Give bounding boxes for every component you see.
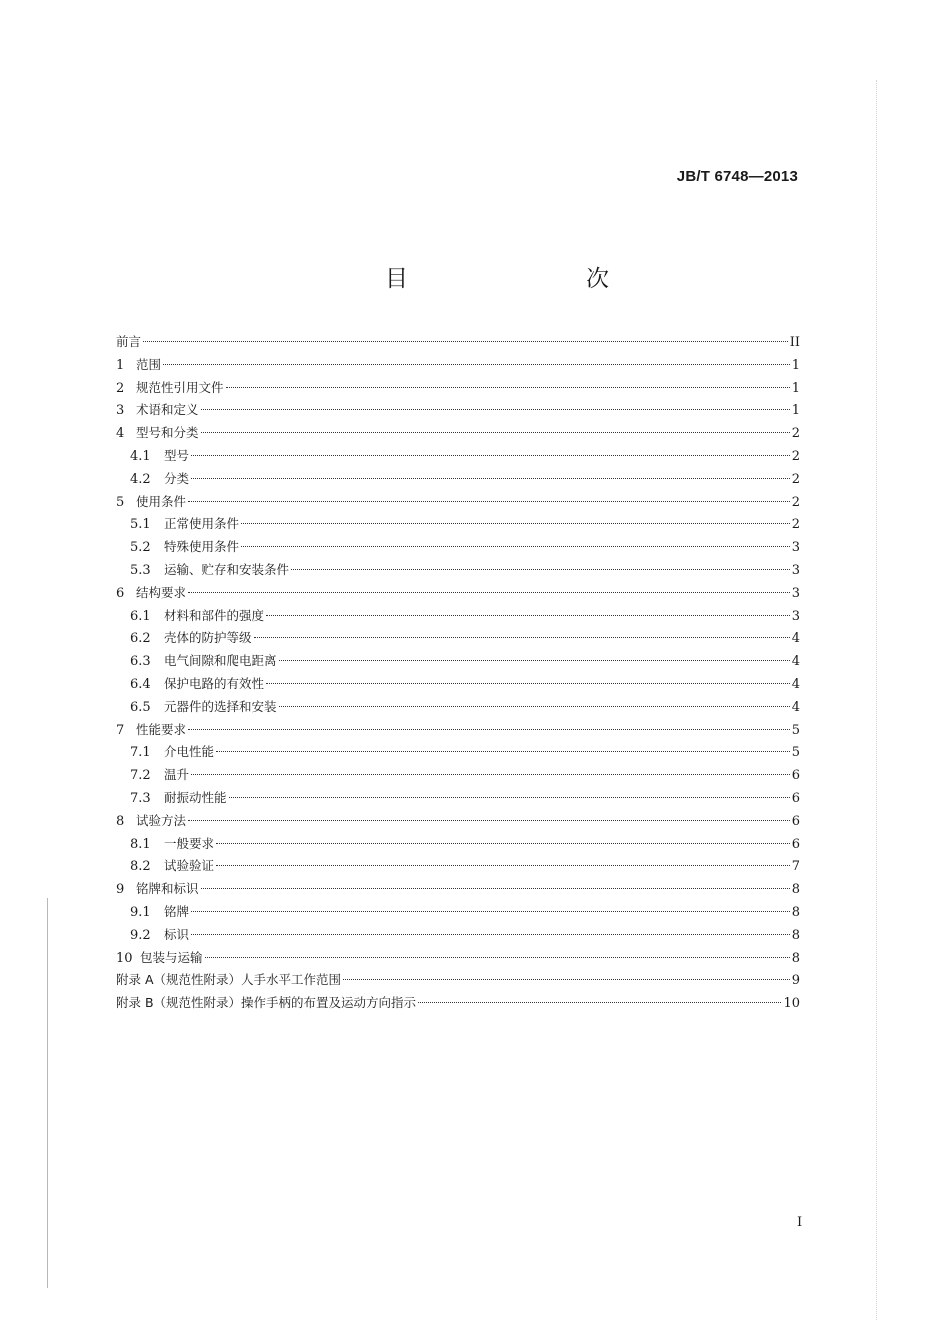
dot-leader [216, 864, 790, 866]
toc-entry-page: 8 [791, 904, 800, 920]
toc-entry-label: 温升 [164, 767, 190, 783]
toc-entry-label: 一般要求 [164, 835, 215, 851]
toc-entry-page: 6 [791, 836, 800, 852]
toc-entry-label: 铭牌和标识 [136, 881, 199, 897]
toc-entry-number: 4.1 [130, 448, 151, 464]
scan-edge-line [47, 898, 48, 1288]
toc-entry-label: 标识 [164, 926, 190, 942]
dot-leader [191, 477, 790, 479]
toc-entry-label: 铭牌 [164, 903, 190, 919]
toc-entry-number: 7.1 [130, 745, 151, 761]
toc-entry[interactable] [116, 582, 800, 605]
toc-entry-label: 耐振动性能 [164, 789, 227, 805]
dot-leader [188, 500, 790, 502]
toc-entry[interactable] [116, 901, 800, 924]
toc-entry-number: 5.2 [130, 540, 151, 556]
toc-entry-label: 型号和分类 [136, 425, 199, 441]
toc-entry-number: 6.3 [130, 654, 151, 670]
dot-leader [418, 1001, 781, 1003]
toc-entry-number: 8 [116, 813, 125, 829]
dot-leader [201, 408, 790, 410]
toc-entry[interactable] [116, 810, 800, 833]
toc-entry-label: 使用条件 [136, 493, 187, 509]
toc-entry[interactable] [116, 331, 800, 354]
dot-leader [266, 614, 790, 616]
dot-leader [241, 522, 790, 524]
toc-entry[interactable] [116, 422, 800, 445]
toc-entry-number: 6 [116, 585, 125, 601]
toc-entry-label: 元器件的选择和安装 [164, 698, 277, 714]
toc-entry-page: 4 [791, 654, 800, 670]
toc-entry-number: 6.4 [130, 676, 151, 692]
toc-entry[interactable] [116, 536, 800, 559]
toc-entry-label: 保护电路的有效性 [164, 675, 265, 691]
toc-entry-number: 2 [116, 380, 125, 396]
toc-entry-label: 型号 [164, 447, 190, 463]
toc-entry-page: 6 [791, 768, 800, 784]
toc-entry-number: 9.1 [130, 904, 151, 920]
dot-leader [216, 842, 790, 844]
toc-entry-page: 8 [791, 927, 800, 943]
toc-entry-number: 6.5 [130, 699, 151, 715]
toc-entry[interactable] [116, 878, 800, 901]
toc-entry-page: 2 [791, 517, 800, 533]
toc-entry-label: 规范性引用文件 [136, 379, 224, 395]
toc-entry-page: 1 [791, 403, 800, 419]
toc-entry[interactable] [116, 377, 800, 400]
toc-entry-page: 6 [791, 790, 800, 806]
toc-entry[interactable] [116, 468, 800, 491]
toc-entry[interactable] [116, 696, 800, 719]
toc-entry-number: 6.2 [130, 631, 151, 647]
toc-title: 目 次 [385, 266, 653, 292]
toc-entry-page: 4 [791, 676, 800, 692]
toc-entry-label: 正常使用条件 [164, 516, 240, 532]
toc-entry-page: 2 [791, 448, 800, 464]
dot-leader [226, 386, 790, 388]
toc-entry-number: 5.1 [130, 517, 151, 533]
dot-leader [201, 431, 790, 433]
page-folio: I [797, 1215, 803, 1230]
dot-leader [188, 819, 790, 821]
toc-entry-label: 试验方法 [136, 812, 187, 828]
toc-entry[interactable] [116, 513, 800, 536]
toc-entry-label: 前言 [116, 334, 142, 349]
toc-entry-page: 10 [783, 996, 800, 1012]
toc-entry-number: 8.2 [130, 859, 151, 875]
toc-entry[interactable] [116, 399, 800, 422]
toc-entry-label: 包装与运输 [140, 949, 203, 965]
toc-entry-page: 2 [791, 426, 800, 442]
toc-entry-label: 运输、贮存和安装条件 [164, 561, 290, 577]
dot-leader [241, 545, 790, 547]
dot-leader [188, 591, 790, 593]
toc-entry-label: 电气间隙和爬电距离 [164, 653, 277, 669]
toc-entry-number: 5 [116, 494, 125, 510]
toc-entry[interactable] [116, 833, 800, 856]
toc-entry-page: 3 [791, 562, 800, 578]
toc-entry-page: 3 [791, 585, 800, 601]
toc-entry-label: 壳体的防护等级 [164, 630, 252, 646]
toc-entry-number: 7.2 [130, 768, 151, 784]
dot-leader [266, 682, 790, 684]
dot-leader [191, 454, 790, 456]
toc-entry-page: 1 [791, 357, 800, 373]
toc-entry[interactable] [116, 445, 800, 468]
toc-entry-page: 3 [791, 608, 800, 624]
toc-entry-page: 4 [791, 699, 800, 715]
toc-entry[interactable] [116, 491, 800, 514]
toc-entry-page: 2 [791, 494, 800, 510]
toc-entry[interactable] [116, 924, 800, 947]
dot-leader [191, 933, 790, 935]
toc-entry-number: 4 [116, 426, 125, 442]
toc-entry-label: 范围 [136, 356, 162, 372]
toc-entry[interactable] [116, 855, 800, 878]
dot-leader [279, 659, 790, 661]
dot-leader [254, 636, 790, 638]
toc-entry-number: 5.3 [130, 562, 151, 578]
toc-entry-page: 4 [791, 631, 800, 647]
dot-leader [191, 773, 790, 775]
toc-entry[interactable] [116, 559, 800, 582]
toc-entry-page: 6 [791, 813, 800, 829]
toc-entry-page: 5 [791, 745, 800, 761]
toc-entry[interactable] [116, 992, 800, 1015]
dot-leader [279, 705, 790, 707]
toc-entry-page: II [789, 335, 800, 350]
toc-entry-page: 1 [791, 380, 800, 396]
toc-entry-page: 5 [791, 722, 800, 738]
toc-entry[interactable] [116, 719, 800, 742]
toc-entry-label: 术语和定义 [136, 402, 199, 418]
table-of-contents [116, 331, 800, 1015]
toc-entry-label: 特殊使用条件 [164, 539, 240, 555]
dot-leader [291, 568, 790, 570]
toc-entry-number: 4.2 [130, 471, 151, 487]
dot-leader [216, 750, 790, 752]
toc-entry-page: 9 [791, 973, 800, 989]
toc-entry[interactable] [116, 947, 800, 970]
toc-entry-page: 8 [791, 882, 800, 898]
toc-entry-number: 9 [116, 882, 125, 898]
toc-entry-label: 附录 B（规范性附录）操作手柄的布置及运动方向指示 [116, 995, 417, 1011]
toc-entry-page: 3 [791, 540, 800, 556]
dot-leader [143, 340, 788, 342]
toc-entry-number: 6.1 [130, 608, 151, 624]
toc-entry[interactable] [116, 673, 800, 696]
toc-entry[interactable] [116, 787, 800, 810]
toc-entry-number: 9.2 [130, 927, 151, 943]
dot-leader [343, 978, 790, 980]
toc-entry-label: 材料和部件的强度 [164, 607, 265, 623]
dot-leader [163, 363, 790, 365]
dot-leader [201, 887, 790, 889]
standard-number: JB/T 6748—2013 [676, 168, 798, 185]
toc-entry-number: 7.3 [130, 790, 151, 806]
toc-entry-number: 8.1 [130, 836, 151, 852]
toc-entry-label: 介电性能 [164, 744, 215, 760]
toc-entry-label: 附录 A（规范性附录）人手水平工作范围 [116, 972, 342, 988]
toc-entry[interactable] [116, 627, 800, 650]
toc-entry-number: 1 [116, 357, 125, 373]
dot-leader [229, 796, 790, 798]
toc-entry-label: 分类 [164, 470, 190, 486]
toc-entry-page: 2 [791, 471, 800, 487]
toc-entry-label: 试验验证 [164, 858, 215, 874]
toc-entry-page: 7 [791, 859, 800, 875]
toc-entry[interactable] [116, 969, 800, 992]
toc-entry-number: 3 [116, 403, 125, 419]
dot-leader [188, 728, 790, 730]
dot-leader [191, 910, 790, 912]
toc-entry[interactable] [116, 650, 800, 673]
toc-entry-page: 8 [791, 950, 800, 966]
toc-entry-label: 结构要求 [136, 584, 187, 600]
toc-entry-label: 性能要求 [136, 721, 187, 737]
toc-entry[interactable] [116, 764, 800, 787]
toc-entry[interactable] [116, 741, 800, 764]
toc-entry-number: 7 [116, 722, 125, 738]
dot-leader [205, 956, 790, 958]
toc-entry[interactable] [116, 605, 800, 628]
toc-entry[interactable] [116, 354, 800, 377]
toc-entry-number: 10 [116, 950, 133, 966]
